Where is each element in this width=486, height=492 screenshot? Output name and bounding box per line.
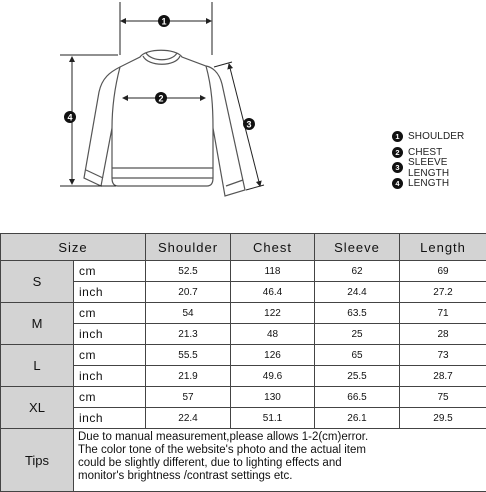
unit-label: cm [74, 303, 146, 324]
unit-label: cm [74, 387, 146, 408]
table-cell: 48 [231, 324, 315, 345]
svg-text:1: 1 [161, 17, 166, 27]
table-row [1, 261, 486, 282]
measurement-legend [392, 129, 486, 191]
table-cell: 21.9 [146, 366, 231, 387]
table-cell: 24.4 [315, 282, 400, 303]
unit-label: inch [74, 324, 146, 345]
unit-label: inch [74, 366, 146, 387]
legend-label: LENGTH [408, 178, 449, 189]
unit-label: cm [74, 345, 146, 366]
legend-item-sleeve-length [392, 160, 486, 176]
tips-line: could be slightly different, due to lighting effects and [78, 457, 482, 470]
table-cell: 65 [315, 345, 400, 366]
table-cell: 126 [231, 345, 315, 366]
table-row [1, 408, 486, 429]
unit-label: cm [74, 261, 146, 282]
table-row [1, 345, 486, 366]
table-cell: 21.3 [146, 324, 231, 345]
legend-number: 1 [392, 131, 403, 142]
legend-label: SLEEVE LENGTH [408, 157, 486, 179]
tips-line: The color tone of the website's photo and the actual item [78, 444, 482, 457]
table-cell: 52.5 [146, 261, 231, 282]
table-row [1, 387, 486, 408]
table-cell: 118 [231, 261, 315, 282]
header-shoulder: Shoulder [146, 234, 231, 261]
tips-row [1, 429, 486, 492]
legend-number: 4 [392, 178, 403, 189]
table-row [1, 282, 486, 303]
table-cell: 69 [400, 261, 486, 282]
table-cell: 122 [231, 303, 315, 324]
table-cell: 57 [146, 387, 231, 408]
marker-2 [155, 92, 167, 104]
header-chest: Chest [231, 234, 315, 261]
table-header-row [1, 234, 486, 261]
header-length: Length [400, 234, 486, 261]
tips-text [74, 429, 486, 492]
header-size: Size [1, 234, 146, 261]
table-row [1, 324, 486, 345]
table-cell: 49.6 [231, 366, 315, 387]
sweatshirt-measurement-diagram [0, 0, 486, 232]
table-cell: 28.7 [400, 366, 486, 387]
table-cell: 22.4 [146, 408, 231, 429]
table-cell: 73 [400, 345, 486, 366]
size-label: M [1, 303, 74, 345]
legend-number: 2 [392, 147, 403, 158]
shoulder-measure [120, 2, 212, 55]
header-sleeve: Sleeve [315, 234, 400, 261]
unit-label: inch [74, 282, 146, 303]
marker-4 [64, 111, 76, 123]
table-cell: 71 [400, 303, 486, 324]
legend-label: SHOULDER [408, 131, 464, 142]
size-chart-table [0, 233, 486, 492]
table-cell: 54 [146, 303, 231, 324]
table-cell: 20.7 [146, 282, 231, 303]
svg-text:4: 4 [67, 113, 72, 123]
size-label: L [1, 345, 74, 387]
marker-3 [243, 118, 255, 130]
size-label: S [1, 261, 74, 303]
marker-1 [158, 15, 170, 27]
table-cell: 29.5 [400, 408, 486, 429]
sweatshirt-outline [84, 50, 245, 196]
tips-label: Tips [1, 429, 74, 492]
table-row [1, 366, 486, 387]
svg-text:3: 3 [246, 120, 251, 130]
table-cell: 62 [315, 261, 400, 282]
table-cell: 28 [400, 324, 486, 345]
tips-line: monitor's brightness /contrast settings etc. [78, 470, 482, 483]
table-cell: 26.1 [315, 408, 400, 429]
size-label: XL [1, 387, 74, 429]
table-cell: 130 [231, 387, 315, 408]
table-cell: 25 [315, 324, 400, 345]
table-row [1, 303, 486, 324]
table-cell: 27.2 [400, 282, 486, 303]
table-cell: 46.4 [231, 282, 315, 303]
table-cell: 66.5 [315, 387, 400, 408]
table-cell: 75 [400, 387, 486, 408]
table-cell: 55.5 [146, 345, 231, 366]
table-cell: 51.1 [231, 408, 315, 429]
tips-line: Due to manual measurement,please allows 1-2(cm)error. [78, 431, 482, 444]
legend-number: 3 [392, 162, 403, 173]
legend-item-shoulder [392, 129, 486, 145]
legend-label: CHEST [408, 147, 442, 158]
svg-text:2: 2 [158, 94, 163, 104]
unit-label: inch [74, 408, 146, 429]
table-cell: 25.5 [315, 366, 400, 387]
table-cell: 63.5 [315, 303, 400, 324]
